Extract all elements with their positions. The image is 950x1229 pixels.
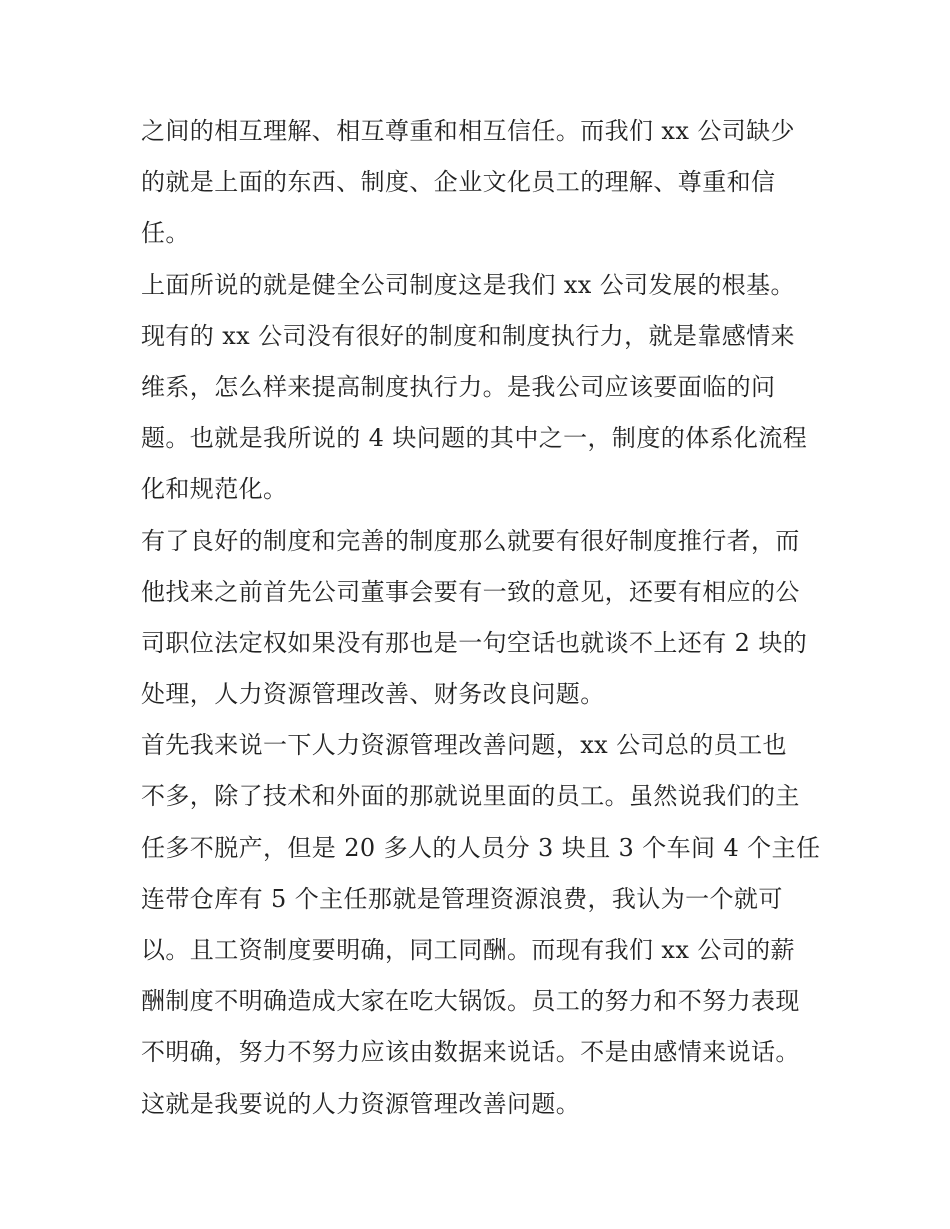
text-line: 处理，人力资源管理改善、财务改良问题。 [141, 680, 605, 709]
text-line: 现有的 xx 公司没有很好的制度和制度执行力，就是靠感情来 [141, 321, 795, 350]
text-line: 首先我来说一下人力资源管理改善问题，xx 公司总的员工也 [141, 731, 787, 760]
text-line: 上面所说的就是健全公司制度这是我们 xx 公司发展的根基。 [141, 270, 795, 299]
text-line: 他找来之前首先公司董事会要有一致的意见，还要有相应的公 [141, 577, 800, 606]
text-line: 不明确，努力不努力应该由数据来说话。不是由感情来说话。 [141, 1038, 800, 1067]
text-line: 题。也就是我所说的 4 块问题的其中之一，制度的体系化流程 [141, 424, 808, 453]
document-body [141, 106, 821, 1130]
text-line: 维系，怎么样来提高制度执行力。是我公司应该要面临的问 [141, 372, 776, 401]
text-line: 司职位法定权如果没有那也是一句空话也就谈不上还有 2 块的 [141, 628, 808, 657]
text-line: 的就是上面的东西、制度、企业文化员工的理解、尊重和信 [141, 168, 776, 197]
text-line: 有了良好的制度和完善的制度那么就要有很好制度推行者，而 [141, 526, 800, 555]
text-line: 任。 [141, 219, 190, 248]
text-line: 酬制度不明确造成大家在吃大锅饭。员工的努力和不努力表现 [141, 987, 800, 1016]
text-line: 任多不脱产，但是 20 多人的人员分 3 块且 3 个车间 4 个主任 [141, 833, 821, 862]
text-line: 之间的相互理解、相互尊重和相互信任。而我们 xx 公司缺少 [141, 117, 795, 145]
text-line: 连带仓库有 5 个主任那就是管理资源浪费，我认为一个就可 [141, 884, 783, 913]
text-line: 以。且工资制度要明确，同工同酬。而现有我们 xx 公司的薪 [141, 936, 795, 964]
text-line: 这就是我要说的人力资源管理改善问题。 [141, 1089, 581, 1118]
text-line: 不多，除了技术和外面的那就说里面的员工。虽然说我们的主 [141, 782, 800, 811]
text-line: 化和规范化。 [141, 475, 288, 504]
